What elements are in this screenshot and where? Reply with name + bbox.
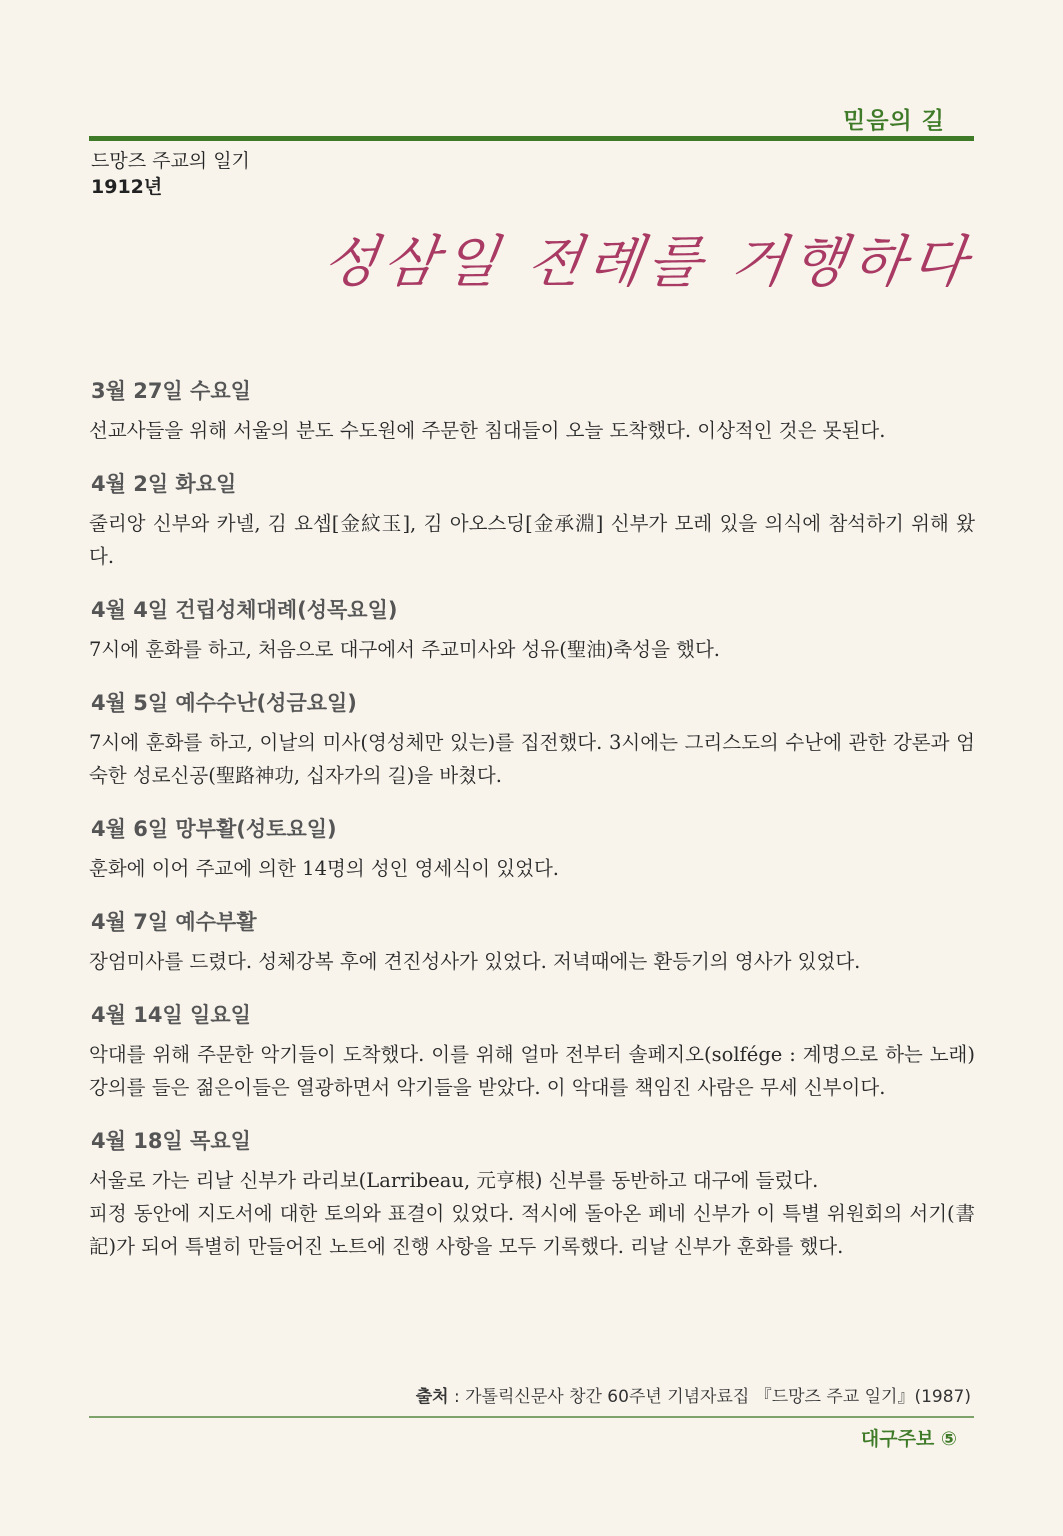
entry-text: 줄리앙 신부와 카넬, 김 요셉[金紋玉], 김 아오스딩[金承淵] 신부가 모레 있을 의식에 참석하기 위해 왔다. [89, 512, 975, 568]
series-heading [91, 148, 250, 200]
diary-entry [89, 907, 975, 978]
top-divider [89, 136, 974, 141]
diary-entry [89, 595, 975, 666]
diary-entry [89, 814, 975, 885]
entry-date: 4월 18일 목요일 [91, 1129, 251, 1153]
source-text: : 가톨릭신문사 창간 60주년 기념자료집 『드망즈 주교 일기』(1987) [448, 1387, 971, 1407]
bottom-divider [89, 1416, 974, 1418]
source-citation [416, 1382, 971, 1407]
entry-date: 3월 27일 수요일 [91, 379, 251, 403]
entry-text: 훈화에 이어 주교에 의한 14명의 성인 영세식이 있었다. [89, 857, 559, 880]
diary-entry [89, 1126, 975, 1263]
section-label: 믿음의 길 [843, 108, 945, 134]
diary-entry [89, 688, 975, 792]
entry-text: 장엄미사를 드렸다. 성체강복 후에 견진성사가 있었다. 저녁때에는 환등기의 영사가 있었다. [89, 950, 861, 973]
entry-date: 4월 7일 예수부활 [91, 910, 257, 934]
entry-date: 4월 4일 건립성체대례(성목요일) [91, 598, 398, 622]
entry-text: 서울로 가는 리날 신부가 라리보(Larribeau, 元亨根) 신부를 동반하고 대구에 들렀다. [89, 1169, 819, 1192]
entry-text: 7시에 훈화를 하고, 처음으로 대구에서 주교미사와 성유(聖油)축성을 했다. [89, 638, 721, 661]
series-title: 드망즈 주교의 일기 [91, 150, 250, 172]
source-label: 출처 [415, 1387, 449, 1407]
publication-footer: 대구주보 ⑤ [860, 1428, 957, 1450]
diary-entry [89, 376, 975, 447]
diary-entry [89, 1000, 975, 1104]
series-year: 1912년 [91, 176, 163, 198]
diary-entries [89, 376, 975, 1285]
entry-text: 악대를 위해 주문한 악기들이 도착했다. 이를 위해 얼마 전부터 솔페지오(solfége : 계명으로 하는 노래) 강의를 들은 젊은이들은 열광하면서 악기들을 받았다. 이 악대를 책임진 사람은 무세 신부이다. [89, 1043, 975, 1099]
article-title: 성삼일 전례를 거행하다 [319, 230, 977, 295]
entry-text: 선교사들을 위해 서울의 분도 수도원에 주문한 침대들이 오늘 도착했다. 이상적인 것은 못된다. [89, 419, 886, 442]
entry-date: 4월 2일 화요일 [91, 472, 237, 496]
entry-date: 4월 14일 일요일 [91, 1003, 251, 1027]
entry-date: 4월 5일 예수수난(성금요일) [91, 691, 357, 715]
diary-entry [89, 469, 975, 573]
entry-text: 7시에 훈화를 하고, 이날의 미사(영성체만 있는)를 집전했다. 3시에는 그리스도의 수난에 관한 강론과 엄숙한 성로신공(聖路神功, 십자가의 길)을 바쳤다. [89, 731, 975, 787]
entry-date: 4월 6일 망부활(성토요일) [91, 817, 337, 841]
entry-text: 피정 동안에 지도서에 대한 토의와 표결이 있었다. 적시에 돌아온 페네 신부가 이 특별 위원회의 서기(書記)가 되어 특별히 만들어진 노트에 진행 사항을 모두 기록했다. 리날 신부가 훈화를 했다. [89, 1202, 975, 1258]
